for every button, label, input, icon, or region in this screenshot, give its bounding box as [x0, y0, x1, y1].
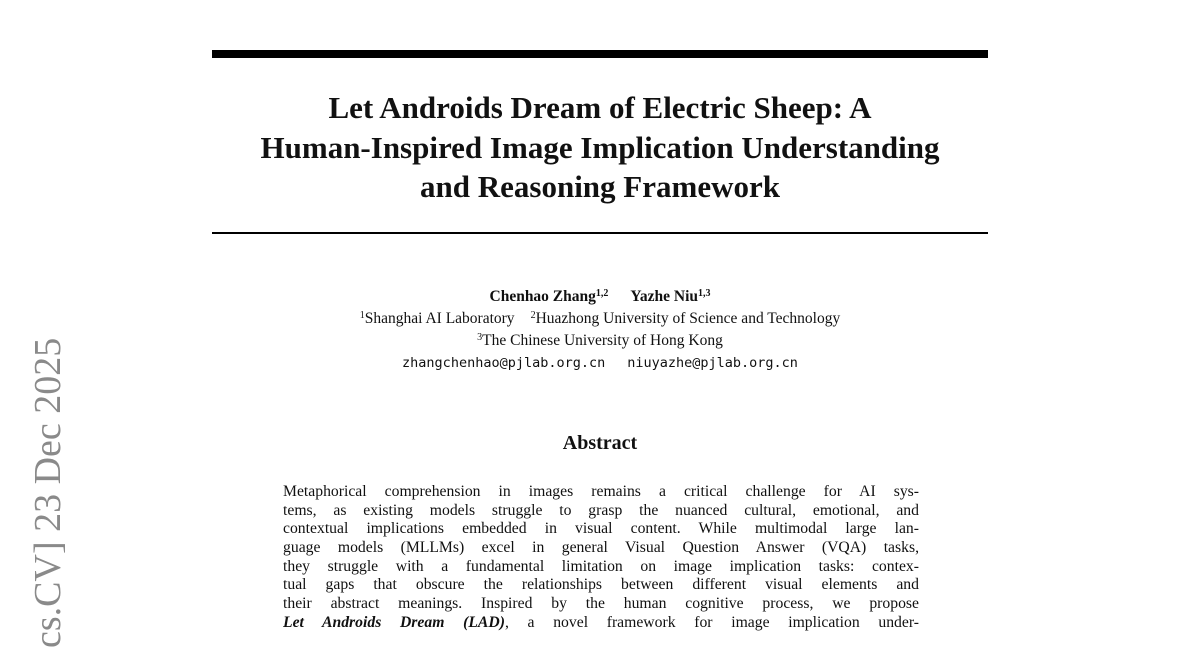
- affil-mark: 2: [530, 310, 536, 321]
- affiliation-line: [212, 330, 988, 352]
- abstract-line: tems, as existing models struggle to grasp the nuanced cultural, emotional, and: [283, 501, 919, 519]
- author-block: [212, 286, 988, 374]
- email-line: [212, 352, 988, 374]
- email: zhangchenhao@pjlab.org.cn: [402, 355, 606, 371]
- abstract-body: [283, 483, 919, 633]
- affil-mark: 3: [477, 332, 483, 343]
- framework-name: Let Androids Dream (LAD): [283, 613, 505, 631]
- title-line: Let Androids Dream of Electric Sheep: A: [328, 90, 872, 125]
- affiliation: Huazhong University of Science and Technology: [535, 310, 841, 327]
- author-affil-mark: 1,2: [595, 288, 609, 299]
- top-rule: [212, 50, 988, 58]
- abstract-heading: Abstract: [562, 432, 638, 454]
- email: niuyazhe@pjlab.org.cn: [627, 355, 798, 371]
- abstract-line: their abstract meanings. Inspired by the human cognitive process, we propose: [283, 595, 919, 613]
- abstract-line: guage models (MLLMs) excel in general Visual Question Answer (VQA) tasks,: [283, 539, 919, 557]
- abstract-line: [283, 614, 919, 633]
- affiliation: The Chinese University of Hong Kong: [482, 332, 723, 349]
- abstract-line: tual gaps that obscure the relationships between different visual elements and: [283, 576, 919, 594]
- title-rule: [212, 232, 988, 234]
- affiliation: Shanghai AI Laboratory: [364, 310, 515, 327]
- abstract-line: Metaphorical comprehension in images remains a critical challenge for AI sys-: [283, 483, 919, 500]
- arxiv-stamp: cs.CV] 23 Dec 2025: [27, 337, 69, 648]
- author-names: [212, 286, 988, 308]
- abstract-line: they struggle with a fundamental limitation on image implication tasks: contex-: [283, 557, 919, 575]
- affil-mark: 1: [359, 310, 365, 321]
- affiliation-line: [212, 308, 988, 330]
- title-line: Human-Inspired Image Implication Understanding: [260, 129, 940, 165]
- title-line: and Reasoning Framework: [420, 169, 780, 204]
- paper-title: [212, 88, 988, 207]
- author-name: Chenhao Zhang: [489, 288, 596, 305]
- abstract-line: contextual implications embedded in visual content. While multimodal large lan-: [283, 520, 919, 538]
- author-name: Yazhe Niu: [630, 288, 698, 305]
- abstract-line-rest: , a novel framework for image implication under-: [504, 613, 919, 631]
- author-affil-mark: 1,3: [698, 288, 711, 299]
